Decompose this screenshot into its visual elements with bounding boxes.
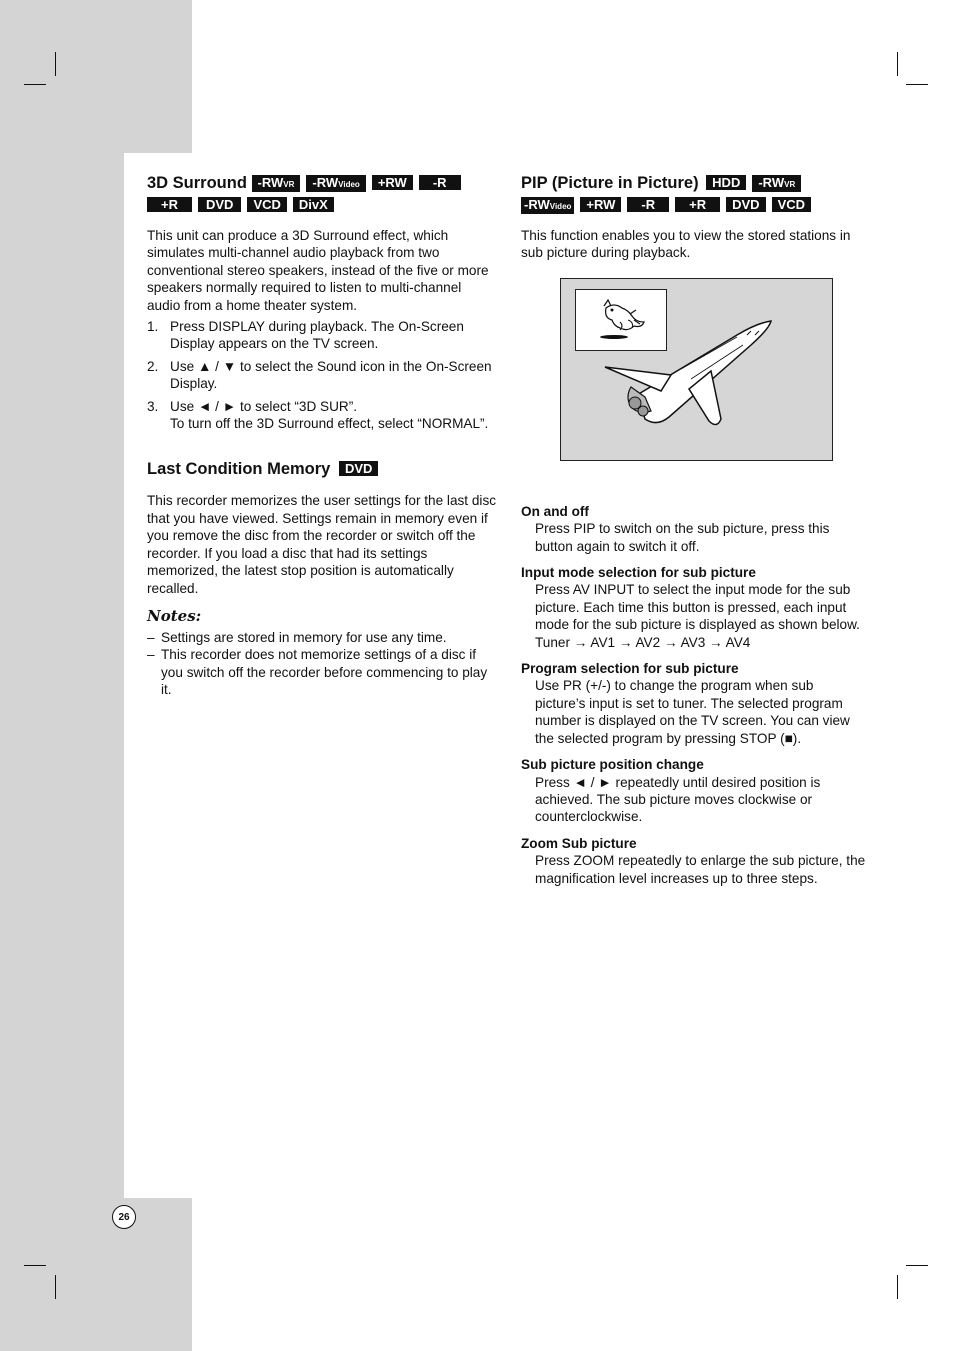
crop-mark <box>906 1265 928 1266</box>
crop-mark <box>897 52 898 76</box>
disc-badge: -RWVideo <box>521 197 574 214</box>
crop-mark <box>55 1275 56 1299</box>
list-item: – This recorder does not memorize settings of a disc if you switch off the recorder before commencing to play it. <box>147 647 488 698</box>
section-last-condition-memory <box>147 458 497 698</box>
list-item: – Settings are stored in memory for use any time. <box>147 629 447 645</box>
disc-badge: VCD <box>247 197 286 212</box>
item-heading: Zoom Sub picture <box>521 835 637 851</box>
body-paragraph: This recorder memorizes the user settings for the last disc that you have viewed. Settings remain in memory even if you remove the disc from the recorder or switch off the recorder. If you load a disc that had its settings memorized, the latest stop position is automatically recalled. <box>147 493 497 596</box>
crop-mark <box>55 52 56 76</box>
item-heading: Input mode selection for sub picture <box>521 565 756 581</box>
crop-mark <box>906 84 928 85</box>
list-item: 2. Use ▲ / ▼ to select the Sound icon in the On-Screen Display. <box>147 358 492 392</box>
list-item: 3. Use ◄ / ► to select “3D SUR”. To turn off the 3D Surround effect, select “NORMAL”. <box>147 398 489 432</box>
margin-band-left <box>0 153 124 1198</box>
disc-badge: HDD <box>706 175 746 190</box>
notes-list <box>147 629 497 699</box>
heading-text: 3D Surround <box>147 174 247 192</box>
disc-badge: -RWVideo <box>306 175 365 192</box>
item-heading: Program selection for sub picture <box>521 661 739 677</box>
left-column <box>147 172 497 699</box>
item-heading: Sub picture position change <box>521 757 704 773</box>
item-body: Use PR (+/-) to change the program when sub picture’s input is set to tuner. The selected program number is displayed on the TV screen. You can view the selected program by pressing STOP (■). <box>535 678 850 746</box>
disc-badge: VCD <box>772 197 811 212</box>
margin-band-top <box>0 0 192 153</box>
heading-text: PIP (Picture in Picture) <box>521 174 699 192</box>
section-heading <box>147 172 497 194</box>
intro-paragraph: This unit can produce a 3D Surround effect, which simulates multi-channel audio playback from two conventional stereo speakers, instead of the five or more speakers normally required to listen to multi-channel audio from a home theater system. <box>147 228 489 313</box>
disc-badges-row-2 <box>521 197 867 215</box>
disc-badge: -R <box>419 175 461 190</box>
disc-badge: -RWVR <box>252 175 301 192</box>
disc-badge: -RWVR <box>752 175 801 192</box>
crop-mark <box>897 1275 898 1299</box>
disc-badge: DVD <box>339 461 378 476</box>
list-item: 1. Press DISPLAY during playback. The On-Screen Display appears on the TV screen. <box>147 319 464 352</box>
disc-badge: +R <box>675 197 720 212</box>
section-heading <box>521 172 867 194</box>
notes-title: Notes: <box>147 606 202 625</box>
disc-badge: -R <box>627 197 669 212</box>
section-heading <box>147 458 497 480</box>
space-shuttle-illustration <box>561 279 832 460</box>
pip-items <box>521 503 867 887</box>
page-number: 26 <box>112 1205 136 1229</box>
disc-badge: +RW <box>372 175 413 190</box>
disc-badge: +R <box>147 197 192 212</box>
disc-badge: DivX <box>293 197 334 212</box>
disc-badge: DVD <box>726 197 765 212</box>
disc-badge: +RW <box>580 197 621 212</box>
disc-badges-row-2 <box>147 197 497 215</box>
input-cycle: Tuner → AV1 → AV2 → AV3 → AV4 <box>535 634 751 650</box>
pip-illustration <box>560 278 833 461</box>
item-body: Press PIP to switch on the sub picture, press this button again to switch it off. <box>535 521 830 554</box>
item-body: Press ◄ / ► repeatedly until desired position is achieved. The sub picture moves clockwise or counterclockwise. <box>535 774 821 825</box>
item-heading: On and off <box>521 503 589 519</box>
disc-badges <box>252 174 467 192</box>
crop-mark <box>24 84 46 85</box>
intro-paragraph: This function enables you to view the stored stations in sub picture during playback. <box>521 228 851 261</box>
heading-text: Last Condition Memory <box>147 460 331 479</box>
steps-list <box>147 318 497 432</box>
item-body: Press ZOOM repeatedly to enlarge the sub picture, the magnification level increases up to three steps. <box>535 853 866 886</box>
crop-mark <box>24 1265 46 1266</box>
section-3d-surround <box>147 172 497 432</box>
margin-band-bottom <box>0 1198 192 1351</box>
item-body: Press AV INPUT to select the input mode for the sub picture. Each time this button is pressed, each input mode for the sub picture is displayed as shown below. Tuner → AV1 → AV2 → AV3 → AV4 <box>535 582 860 650</box>
disc-badge: DVD <box>198 197 241 212</box>
